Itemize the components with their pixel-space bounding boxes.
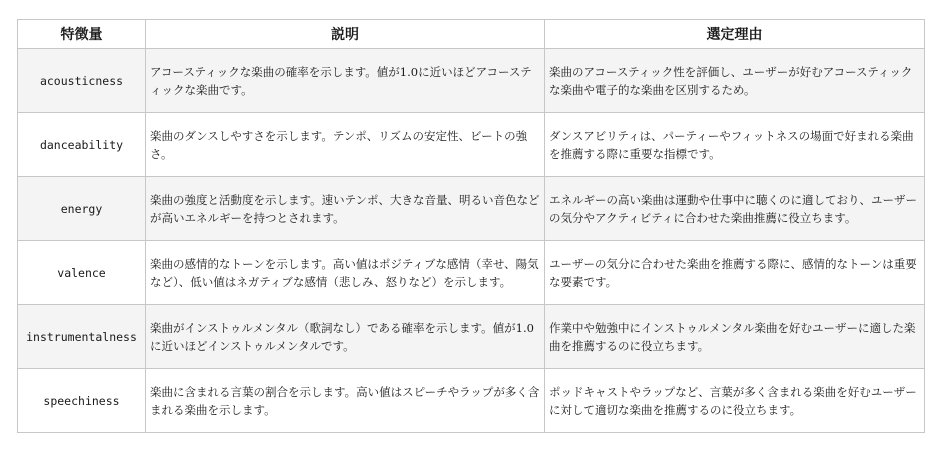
feature-name: acousticness (18, 49, 146, 113)
table-body (18, 49, 925, 433)
feature-name: valence (18, 241, 146, 305)
table-row (18, 369, 925, 433)
feature-description: 楽曲に含まれる言葉の割合を示します。高い値はスピーチやラップが多く含まれる楽曲を示します。 (146, 369, 545, 433)
feature-description: 楽曲の強度と活動度を示します。速いテンポ、大きな音量、明るい音色などが高いエネルギーを持つとされます。 (146, 177, 545, 241)
feature-description: アコースティックな楽曲の確率を示します。値が1.0に近いほどアコースティックな楽曲です。 (146, 49, 545, 113)
feature-description: 楽曲のダンスしやすさを示します。テンポ、リズムの安定性、ビートの強さ。 (146, 113, 545, 177)
header-description: 説明 (146, 20, 545, 49)
feature-name: energy (18, 177, 146, 241)
feature-reason: 楽曲のアコースティック性を評価し、ユーザーが好むアコースティックな楽曲や電子的な楽曲を区別するため。 (545, 49, 925, 113)
header-row (18, 20, 925, 49)
table-row (18, 177, 925, 241)
features-table (17, 19, 925, 433)
feature-reason: エネルギーの高い楽曲は運動や仕事中に聴くのに適しており、ユーザーの気分やアクティビティに合わせた楽曲推薦に役立ちます。 (545, 177, 925, 241)
feature-name: danceability (18, 113, 146, 177)
table-row (18, 49, 925, 113)
feature-reason: 作業中や勉強中にインストゥルメンタル楽曲を好むユーザーに適した楽曲を推薦するのに役立ちます。 (545, 305, 925, 369)
table-row (18, 241, 925, 305)
feature-description: 楽曲の感情的なトーンを示します。高い値はポジティブな感情（幸せ、陽気など）、低い値はネガティブな感情（悲しみ、怒りなど）を示します。 (146, 241, 545, 305)
feature-description: 楽曲がインストゥルメンタル（歌詞なし）である確率を示します。値が1.0に近いほどインストゥルメンタルです。 (146, 305, 545, 369)
table-header (18, 20, 925, 49)
feature-name: instrumentalness (18, 305, 146, 369)
feature-reason: ダンスアビリティは、パーティーやフィットネスの場面で好まれる楽曲を推薦する際に重要な指標です。 (545, 113, 925, 177)
feature-reason: ポッドキャストやラップなど、言葉が多く含まれる楽曲を好むユーザーに対して適切な楽曲を推薦するのに役立ちます。 (545, 369, 925, 433)
header-feature: 特徴量 (18, 20, 146, 49)
table-row (18, 305, 925, 369)
header-reason: 選定理由 (545, 20, 925, 49)
feature-reason: ユーザーの気分に合わせた楽曲を推薦する際に、感情的なトーンは重要な要素です。 (545, 241, 925, 305)
feature-name: speechiness (18, 369, 146, 433)
table-row (18, 113, 925, 177)
